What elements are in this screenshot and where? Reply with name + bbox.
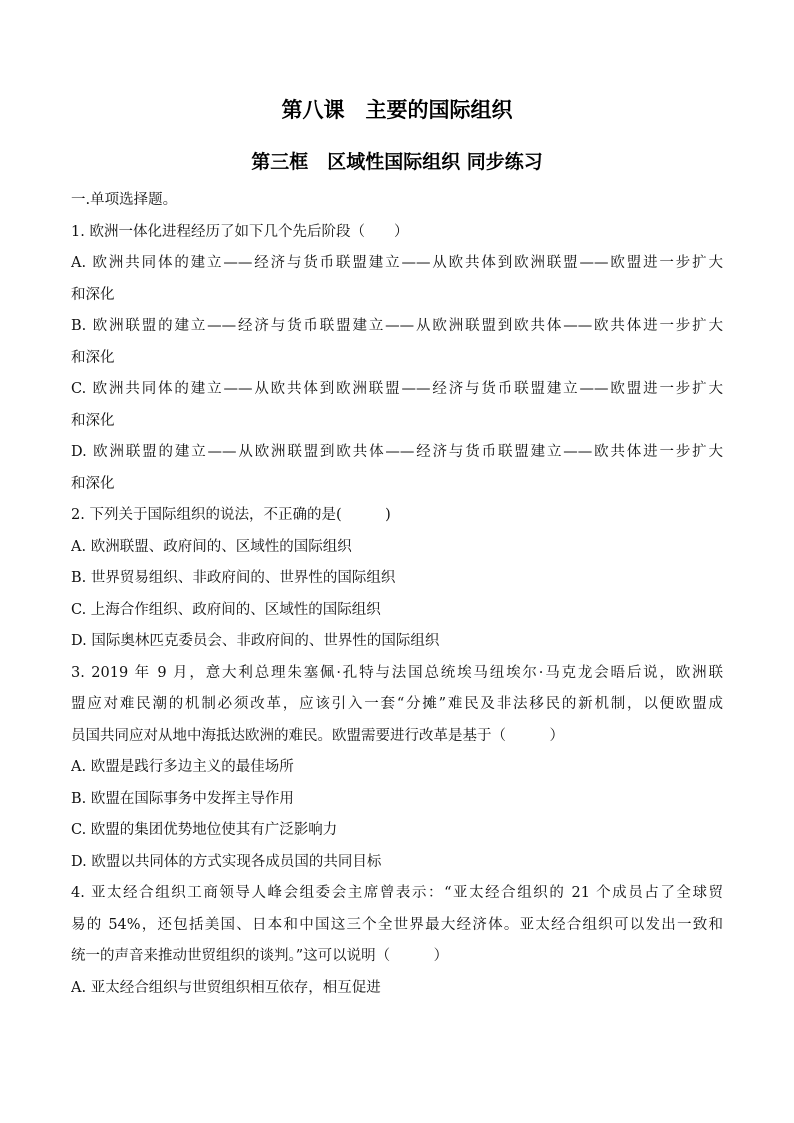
question-1-option-a [71, 248, 723, 311]
option-line: 和深化 [71, 475, 115, 492]
option-line: B. 欧洲联盟的建立——经济与货币联盟建立——从欧洲联盟到欧共体——欧共体进一步扩大 [71, 318, 723, 334]
question-2-option-c: C. 上海合作组织、政府间的、区域性的国际组织 [71, 601, 381, 618]
lesson-title: 第八课 主要的国际组织 [281, 98, 513, 122]
option-line: 和深化 [71, 286, 115, 303]
section-subtitle: 第三框 区域性国际组织 同步练习 [251, 151, 543, 173]
stem-line: 4. 亚太经合组织工商领导人峰会组委会主席曾表示：“亚太经合组织的 21 个成员占了全球贸 [71, 885, 723, 901]
question-2-option-a: A. 欧洲联盟、政府间的、区域性的国际组织 [71, 538, 352, 555]
question-4-stem [71, 878, 723, 973]
stem-line: 员国共同应对从地中海抵达欧洲的难民。欧盟需要进行改革是基于（ ） [71, 727, 564, 744]
stem-line: 易的 54%，还包括美国、日本和中国这三个全世界最大经济体。亚太经合组织可以发出一致和 [71, 916, 723, 933]
stem-line: 统一的声音来推动世贸组织的谈判。”这可以说明（ ） [71, 948, 449, 964]
option-line: 和深化 [71, 412, 115, 429]
stem-line: 盟应对难民潮的机制必须改革，应该引入一套“分摊”难民及非法移民的新机制，以便欧盟成 [71, 696, 723, 712]
stem-line: 3. 2019 年 9 月，意大利总理朱塞佩·孔特与法国总统埃马纽埃尔·马克龙会晤后说，欧洲联 [71, 664, 723, 681]
exercise-content [71, 185, 723, 1004]
option-line: C. 欧洲共同体的建立——从欧共体到欧洲联盟——经济与货币联盟建立——欧盟进一步扩大 [71, 381, 723, 397]
question-3-option-a: A. 欧盟是践行多边主义的最佳场所 [71, 759, 294, 775]
question-1-option-d [71, 437, 723, 500]
question-1-option-b [71, 311, 723, 374]
question-2-stem: 2. 下列关于国际组织的说法，不正确的是( ) [71, 507, 391, 523]
question-1-stem: 1. 欧洲一体化进程经历了如下几个先后阶段（ ） [71, 223, 409, 240]
question-3-option-c: C. 欧盟的集团优势地位使其有广泛影响力 [71, 822, 338, 838]
question-3-option-d: D. 欧盟以共同体的方式实现各成员国的共同目标 [71, 853, 382, 870]
question-1-option-c [71, 374, 723, 437]
question-4-option-a: A. 亚太经合组织与世贸组织相互依存，相互促进 [71, 979, 381, 996]
question-3-stem [71, 658, 723, 753]
question-section-heading: 一.单项选择题。 [71, 192, 178, 208]
option-line: 和深化 [71, 349, 115, 366]
question-2-option-d: D. 国际奥林匹克委员会、非政府间的、世界性的国际组织 [71, 633, 440, 649]
option-line: D. 欧洲联盟的建立——从欧洲联盟到欧共体——经济与货币联盟建立——欧共体进一步扩大 [71, 444, 723, 460]
question-3-option-b: B. 欧盟在国际事务中发挥主导作用 [71, 790, 294, 807]
question-2-option-b: B. 世界贸易组织、非政府间的、世界性的国际组织 [71, 570, 396, 586]
option-line: A. 欧洲共同体的建立——经济与货币联盟建立——从欧共体到欧洲联盟——欧盟进一步扩大 [71, 255, 723, 271]
